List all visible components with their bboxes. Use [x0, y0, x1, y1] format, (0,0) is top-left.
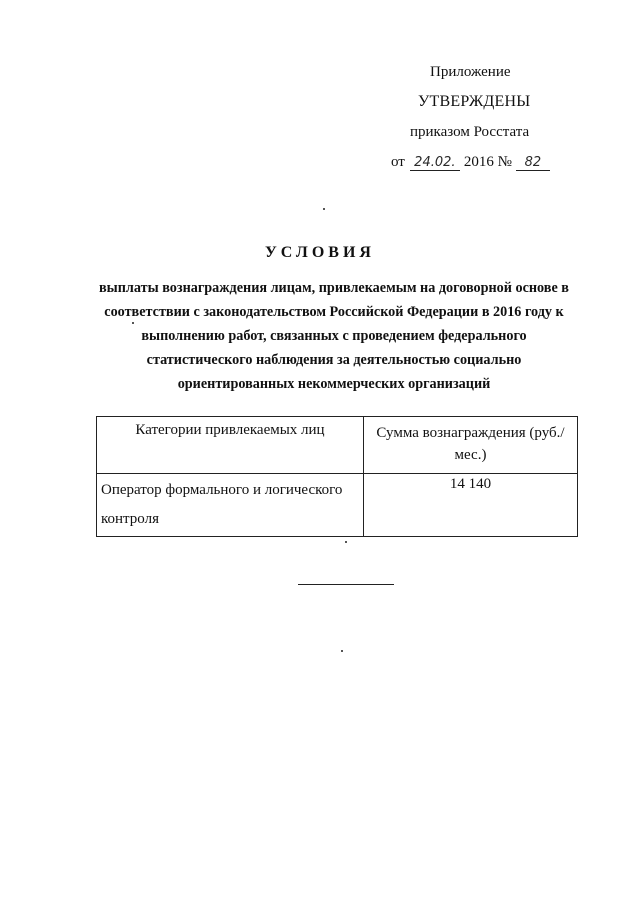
cell-category: Оператор формального и логического контроля: [97, 474, 364, 537]
table-header-row: [97, 417, 578, 474]
scan-speck: [345, 541, 347, 543]
scan-speck: [132, 322, 134, 324]
table-row: [97, 474, 578, 537]
date-prefix: от: [391, 154, 405, 170]
payment-table: [96, 416, 578, 537]
appendix-label: Приложение: [430, 64, 511, 80]
scan-speck: [323, 208, 325, 210]
cell-amount: 14 140: [364, 474, 578, 537]
approved-label: УТВЕРЖДЕНЫ: [418, 93, 531, 110]
closing-divider: [298, 584, 394, 585]
document-subtitle: выплаты вознаграждения лицам, привлекаемым на договорной основе в соответствии с законодательством Российской Федерации в 2016 году к выполнению работ, связанных с проведением федерального статистического наблюдения за деятельностью социально ориентированных некоммерческих организаций: [99, 280, 569, 392]
scan-speck: [341, 650, 343, 652]
column-header-category: Категории привлекаемых лиц: [97, 417, 364, 474]
handwritten-date: 24.02.: [410, 155, 460, 171]
order-label: приказом Росстата: [410, 124, 530, 140]
column-header-amount: Сумма вознаграждения (руб./мес.): [364, 417, 578, 474]
document-title: УСЛОВИЯ: [265, 244, 375, 261]
order-date-line: [391, 154, 550, 171]
date-year: 2016 №: [463, 154, 512, 170]
handwritten-order-number: 82: [516, 155, 550, 171]
